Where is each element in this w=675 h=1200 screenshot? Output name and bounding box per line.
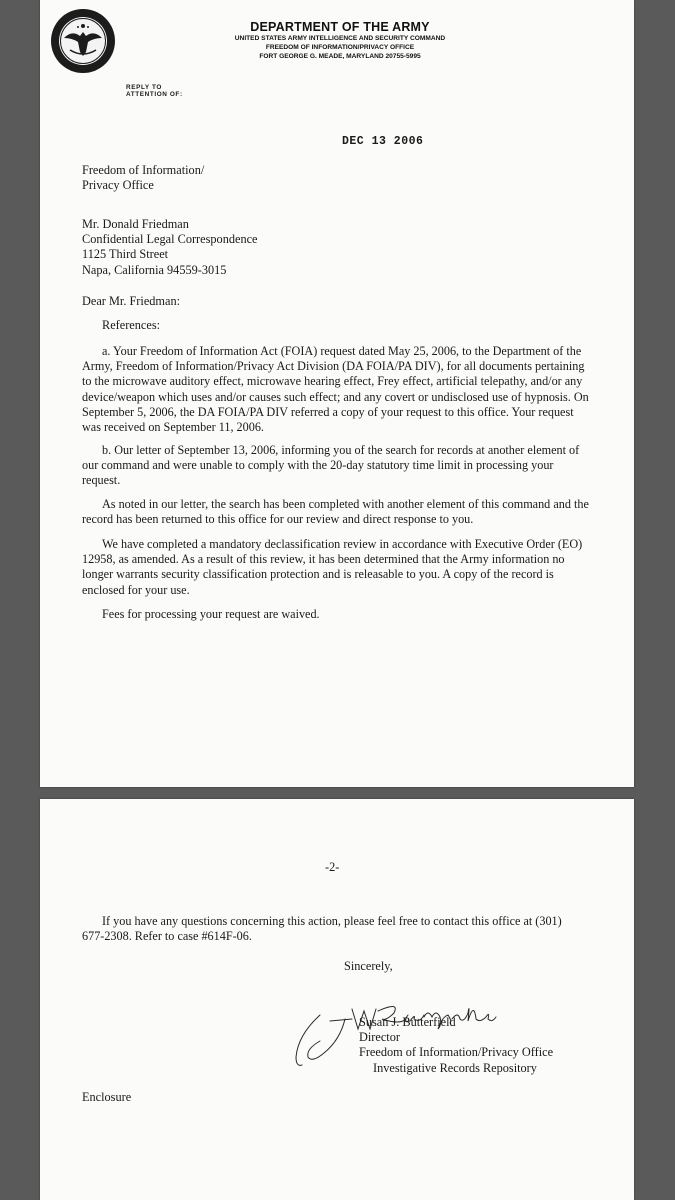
paragraph-a [82, 344, 592, 435]
salutation: Dear Mr. Friedman: [82, 294, 181, 308]
page-number: -2- [325, 860, 340, 874]
signer-office-1: Freedom of Information/Privacy Office [359, 1045, 554, 1060]
letter-page-1 [40, 0, 634, 787]
paragraph-d [82, 537, 592, 598]
signer-title: Director [359, 1030, 400, 1045]
closing: Sincerely, [344, 959, 393, 973]
letterhead-line-3: FORT GEORGE G. MEADE, MARYLAND 20755-5995 [259, 53, 421, 60]
letter-date: DEC 13 2006 [342, 135, 424, 148]
dod-seal-icon [50, 8, 116, 74]
reply-to-label [126, 84, 183, 98]
addressee-line-3: Napa, California 94559-3015 [82, 262, 227, 277]
sender-line-2: Privacy Office [82, 178, 154, 193]
paragraph-e-text: Fees for processing your request are waived. [102, 607, 320, 621]
contact-text: If you have any questions concerning this action, please feel free to contact this office at (301) 677-2308. Refer to case #614F-06. [82, 914, 562, 944]
letterhead-line-1: UNITED STATES ARMY INTELLIGENCE AND SECURITY COMMAND [234, 35, 446, 42]
addressee-line-2: 1125 Third Street [82, 247, 169, 262]
sender-line-1: Freedom of Information/ [82, 163, 205, 177]
paragraph-b-text: b. Our letter of September 13, 2006, informing you of the search for records at another element of our command and were unable to comply with the 20-day statutory time limit in processing your request. [82, 443, 580, 488]
paragraph-c [82, 497, 592, 527]
signer-name: Susan J. Butterfield [359, 1015, 456, 1029]
department-title: DEPARTMENT OF THE ARMY [250, 20, 430, 34]
signer-office-2: Investigative Records Repository [373, 1060, 537, 1075]
letter-page-2 [40, 799, 634, 1200]
addressee-name: Mr. Donald Friedman [82, 217, 189, 231]
paragraph-e [82, 607, 592, 622]
paragraph-c-text: As noted in our letter, the search has been completed with another element of this command and the record has been returned to this office for our review and direct response to you. [82, 497, 589, 527]
paragraph-a-text: a. Your Freedom of Information Act (FOIA) request dated May 25, 2006, to the Department of the Army, Freedom of Information/Privacy Act Division (DA FOIA/PA DIV), for all documents pertaining to the microwave auditory effect, microwave hearing effect, Frey effect, artificial telepathy, and/or any device/weapon which uses and/or causes such effect; and any covert or undisclosed use of hypnosis. On September 5, 2006, the DA FOIA/PA DIV referred a copy of your request to this office. Your request was received on September 11, 2006. [82, 344, 589, 435]
sender-office [82, 163, 204, 193]
letterhead-line-2: FREEDOM OF INFORMATION/PRIVACY OFFICE [265, 44, 415, 51]
addressee-line-1: Confidential Legal Correspondence [82, 232, 258, 247]
paragraph-d-text: We have completed a mandatory declassification review in accordance with Executive Order (EO) 12958, as amended. As a result of this review, it has been determined that the Army information no longer warrants security classification protection and is releasable to you. A copy of the record is enclosed for your use. [82, 537, 583, 597]
reply-to-line-1: REPLY TO [126, 84, 162, 91]
enclosure-note: Enclosure [82, 1090, 132, 1104]
signature-block [359, 1015, 553, 1076]
letterhead [190, 20, 490, 61]
contact-paragraph [82, 914, 582, 944]
addressee-block [82, 217, 258, 278]
reply-to-line-2: ATTENTION OF: [126, 91, 183, 98]
paragraph-b [82, 443, 592, 489]
references-heading: References: [102, 318, 161, 332]
